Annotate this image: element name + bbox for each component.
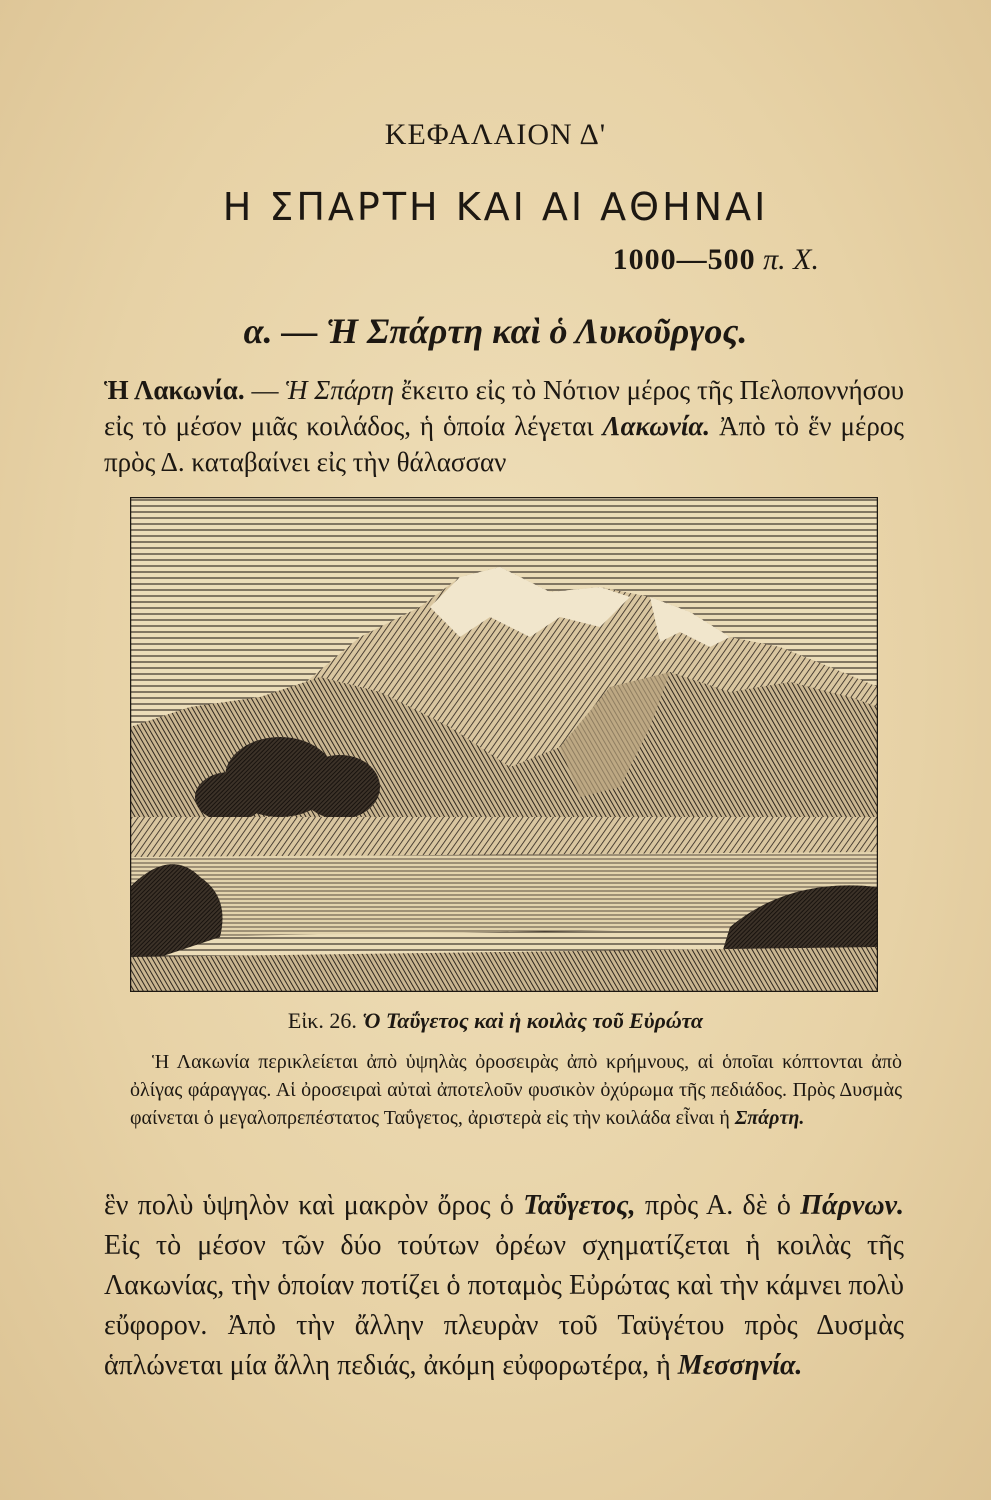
mountain-engraving-illustration xyxy=(130,497,878,992)
intro-region: Λακωνία. xyxy=(602,411,711,441)
engraving-figure xyxy=(130,497,878,992)
intro-text-2: Ἀπὸ τὸ ἕν μέρος πρὸς Δ. καταβαίνει εἰς τὴν θάλασσαν xyxy=(104,411,904,477)
chapter-label: ΚΕΦΑΛΑΙΟΝ Δ' xyxy=(384,118,607,151)
intro-name: Ἡ Σπάρτη xyxy=(285,375,395,405)
figure-note-text: Ἡ Λακωνία περικλείεται ἀπὸ ὑψηλὰς ὀροσειρὰς ἀπὸ κρήμνους, αἱ ὁποῖαι κόπτονται ἀπὸ ὀλίγας φάραγγας. Αἱ ὀροσειραὶ αὐταὶ ἀποτελοῦν φυσικὸν ὀχύρωμα τῆς πεδιάδος. Πρὸς Δυσμὰς φαίνεται ὁ μεγαλοπρεπέστατος Ταΰγετος, ἀριστερὰ εἰς τὴν κοιλάδα εἶναι ἡ xyxy=(130,1051,902,1129)
date-range xyxy=(613,243,819,277)
figure-note xyxy=(130,1048,902,1132)
main-taygetos: Ταΰγετος, xyxy=(523,1190,636,1221)
main-text-2: πρὸς Α. δὲ ὁ xyxy=(635,1190,801,1221)
main-paragraph xyxy=(104,1186,904,1386)
date-years: 1000—500 xyxy=(612,243,756,276)
intro-paragraph xyxy=(104,372,904,480)
section-heading: α. — Ἡ Σπάρτη καὶ ὁ Λυκοῦργος. xyxy=(243,311,748,351)
intro-text-1: ἔκειτο εἰς τὸ Νότιον μέρος τῆς Πελοποννήσου εἰς τὸ μέσον μιᾶς κοιλάδος, ἡ ὁποία λέγεται xyxy=(104,375,904,441)
chapter-title: Η ΣΠΑΡΤΗ ΚΑΙ ΑΙ ΑΘΗΝΑΙ xyxy=(222,185,769,229)
main-parnon: Πάρνων. xyxy=(800,1190,904,1221)
intro-lead: Ἡ Λακωνία. xyxy=(104,375,245,405)
main-text-1: ἓν πολὺ ὑψηλὸν καὶ μακρὸν ὄρος ὁ xyxy=(104,1190,524,1221)
figure-caption xyxy=(0,1008,991,1034)
date-era: π. Χ. xyxy=(763,243,819,276)
figure-label: Εἰκ. 26. xyxy=(287,1008,357,1033)
intro-dash: — xyxy=(244,375,286,405)
main-messinia: Μεσσηνία. xyxy=(677,1350,803,1381)
figure-title: Ὁ Ταΰγετος καὶ ἡ κοιλὰς τοῦ Εὐρώτα xyxy=(362,1008,704,1033)
main-text-3: Εἰς τὸ μέσον τῶν δύο τούτων ὀρέων σχηματίζεται ἡ κοιλὰς τῆς Λακωνίας, τὴν ὁποίαν ποτίζει ὁ ποταμὸς Εὐρώτας καὶ τὴν κάμνει πολὺ εὔφορον. Ἀπὸ τὴν ἄλλην πλευρὰν τοῦ Ταϋγέτου πρὸς Δυσμὰς ἁπλώνεται μία ἄλλη πεδιάς, ἀκόμη εὐφορωτέρα, ἡ xyxy=(104,1230,904,1381)
figure-note-name: Σπάρτη. xyxy=(734,1107,805,1129)
